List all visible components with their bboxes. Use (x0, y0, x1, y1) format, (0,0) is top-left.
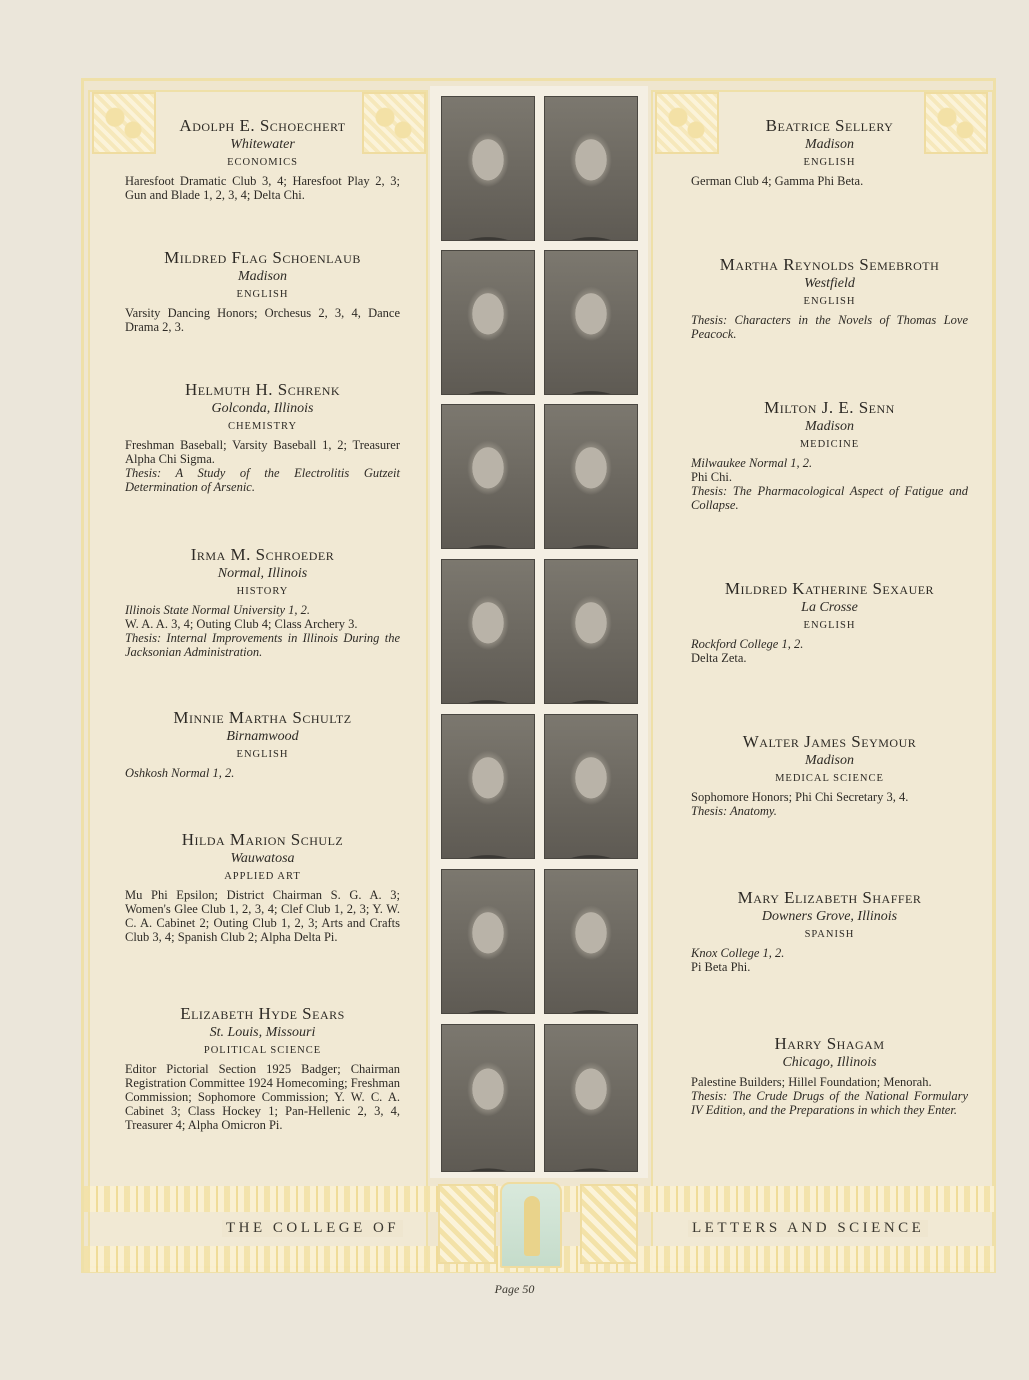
student-entry (125, 708, 400, 780)
student-activities (125, 306, 400, 334)
student-activities (691, 637, 968, 665)
student-hometown: Chicago, Illinois (782, 1055, 877, 1070)
student-hometown: Whitewater (230, 137, 295, 152)
activity-line: W. A. A. 3, 4; Outing Club 4; Class Archery 3. (125, 617, 358, 631)
student-department: ECONOMICS (227, 157, 298, 168)
student-activities (691, 790, 968, 818)
student-entry (691, 398, 968, 512)
activity-line: German Club 4; Gamma Phi Beta. (691, 174, 864, 188)
student-hometown: Wauwatosa (230, 851, 295, 866)
activity-line-italic: Milwaukee Normal 1, 2. (691, 456, 813, 470)
student-name: Milton J. E. Senn (764, 398, 895, 417)
portrait-photo (544, 1024, 638, 1172)
portrait-photo (544, 714, 638, 859)
portrait-photo (544, 559, 638, 704)
student-department: SPANISH (804, 929, 855, 940)
student-activities (691, 456, 968, 512)
student-entry (125, 545, 400, 659)
activity-line-italic: Thesis: Characters in the Novels of Thomas Love Peacock. (691, 313, 968, 341)
student-name: Minnie Martha Schultz (173, 708, 352, 727)
student-name: Martha Reynolds Semebroth (719, 255, 940, 274)
student-hometown: Birnamwood (226, 729, 299, 744)
student-activities (691, 946, 968, 974)
student-entry (691, 579, 968, 665)
portrait-photo (441, 250, 535, 395)
student-hometown: Madison (238, 269, 287, 284)
photo-strip (430, 86, 648, 1178)
portrait-photo (441, 404, 535, 549)
student-department: HISTORY (236, 586, 289, 597)
activity-line-italic: Thesis: The Crude Drugs of the National Formulary IV Edition, and the Preparations in which they Enter. (691, 1089, 968, 1117)
portrait-photo (441, 714, 535, 859)
student-department: MEDICINE (799, 439, 860, 450)
footer-right-text: LETTERS AND SCIENCE (688, 1220, 928, 1237)
student-department: POLITICAL SCIENCE (203, 1045, 322, 1056)
activity-line-italic: Thesis: Internal Improvements in Illinois During the Jacksonian Administration. (125, 631, 400, 659)
student-activities (691, 174, 968, 188)
footer-left-text: THE COLLEGE OF (222, 1220, 403, 1237)
student-hometown: Normal, Illinois (217, 566, 308, 581)
portrait-photo (544, 96, 638, 241)
ornament-bottom-right-icon (580, 1184, 638, 1264)
student-activities (125, 888, 400, 944)
student-entry (125, 116, 400, 202)
activity-line: Phi Chi. (691, 470, 732, 484)
student-activities (125, 174, 400, 202)
student-entry (691, 888, 968, 974)
student-name: Mary Elizabeth Shaffer (737, 888, 922, 907)
student-entry (691, 1034, 968, 1117)
student-name: Mildred Flag Schoenlaub (164, 248, 361, 267)
student-name: Helmuth H. Schrenk (184, 380, 341, 399)
student-hometown: St. Louis, Missouri (209, 1025, 316, 1040)
student-name: Mildred Katherine Sexauer (724, 579, 935, 598)
student-hometown: Madison (805, 753, 854, 768)
activity-line: Varsity Dancing Honors; Orchesus 2, 3, 4, Dance Drama 2, 3. (125, 306, 400, 334)
student-entry (125, 1004, 400, 1132)
activity-line: Delta Zeta. (691, 651, 747, 665)
student-hometown: Downers Grove, Illinois (761, 909, 898, 924)
portrait-photo (544, 404, 638, 549)
student-entry (125, 380, 400, 494)
student-name: Irma M. Schroeder (190, 545, 335, 564)
activity-line-italic: Rockford College 1, 2. (691, 637, 804, 651)
student-entry (125, 830, 400, 944)
activity-line-italic: Thesis: A Study of the Electrolitis Gutzeit Determination of Arsenic. (125, 466, 400, 494)
portrait-photo (441, 869, 535, 1014)
activity-line: Pi Beta Phi. (691, 960, 751, 974)
student-department: ENGLISH (236, 749, 289, 760)
student-name: Beatrice Sellery (765, 116, 894, 135)
activity-line: Palestine Builders; Hillel Foundation; Menorah. (691, 1075, 932, 1089)
student-department: ENGLISH (803, 157, 856, 168)
activity-line-italic: Thesis: Anatomy. (691, 804, 777, 818)
student-activities (125, 603, 400, 659)
activity-line: Freshman Baseball; Varsity Baseball 1, 2; Treasurer Alpha Chi Sigma. (125, 438, 400, 466)
student-department: CHEMISTRY (227, 421, 298, 432)
student-entry (691, 255, 968, 341)
student-name: Elizabeth Hyde Sears (180, 1004, 345, 1023)
activity-line: Haresfoot Dramatic Club 3, 4; Haresfoot Play 2, 3; Gun and Blade 1, 2, 3, 4; Delta Chi. (125, 174, 400, 202)
student-entry (125, 248, 400, 334)
student-hometown: Madison (805, 419, 854, 434)
portrait-photo (441, 559, 535, 704)
ornament-bottom-left-icon (438, 1184, 496, 1264)
student-activities (125, 1062, 400, 1132)
student-name: Harry Shagam (774, 1034, 885, 1053)
student-department: MEDICAL SCIENCE (775, 773, 884, 784)
student-activities (691, 1075, 968, 1117)
student-hometown: Westfield (804, 276, 855, 291)
student-name: Adolph E. Schoechert (179, 116, 346, 135)
student-activities (125, 438, 400, 494)
student-department: ENGLISH (803, 620, 856, 631)
statue-medallion-icon (500, 1182, 562, 1268)
portrait-photo (441, 1024, 535, 1172)
portrait-photo (544, 250, 638, 395)
page-number: Page 50 (494, 1282, 535, 1296)
activity-line-italic: Knox College 1, 2. (691, 946, 785, 960)
student-entry (691, 732, 968, 818)
student-name: Walter James Seymour (742, 732, 917, 751)
activity-line: Mu Phi Epsilon; District Chairman S. G. A. 3; Women's Glee Club 1, 2, 3, 4; Clef Club 1, 2, 3; Y. W. C. A. Cabinet 2; Outing Club 1, 2, 3; Arts and Crafts Club 3, 4; Spanish Club 2; Alpha Delta Pi. (125, 888, 400, 944)
student-department: APPLIED ART (224, 871, 301, 882)
activity-line-italic: Oshkosh Normal 1, 2. (125, 766, 235, 780)
student-department: ENGLISH (236, 289, 289, 300)
activity-line-italic: Thesis: The Pharmacological Aspect of Fatigue and Collapse. (691, 484, 968, 512)
portrait-photo (441, 96, 535, 241)
activity-line: Editor Pictorial Section 1925 Badger; Chairman Registration Committee 1924 Homecoming; Freshman Commission; Sophomore Commission; Y. W. C. A. Cabinet 3; Class Hockey 1; Pan-Hellenic 2, 3, 4, Treasurer 4; Alpha Omicron Pi. (125, 1062, 400, 1132)
student-activities (125, 766, 400, 780)
activity-line: Sophomore Honors; Phi Chi Secretary 3, 4. (691, 790, 909, 804)
student-hometown: Madison (805, 137, 854, 152)
portrait-photo (544, 869, 638, 1014)
student-hometown: La Crosse (801, 600, 858, 615)
activity-line-italic: Illinois State Normal University 1, 2. (125, 603, 311, 617)
student-name: Hilda Marion Schulz (181, 830, 344, 849)
student-activities (691, 313, 968, 341)
student-entry (691, 116, 968, 188)
student-hometown: Golconda, Illinois (211, 401, 314, 416)
student-department: ENGLISH (803, 296, 856, 307)
